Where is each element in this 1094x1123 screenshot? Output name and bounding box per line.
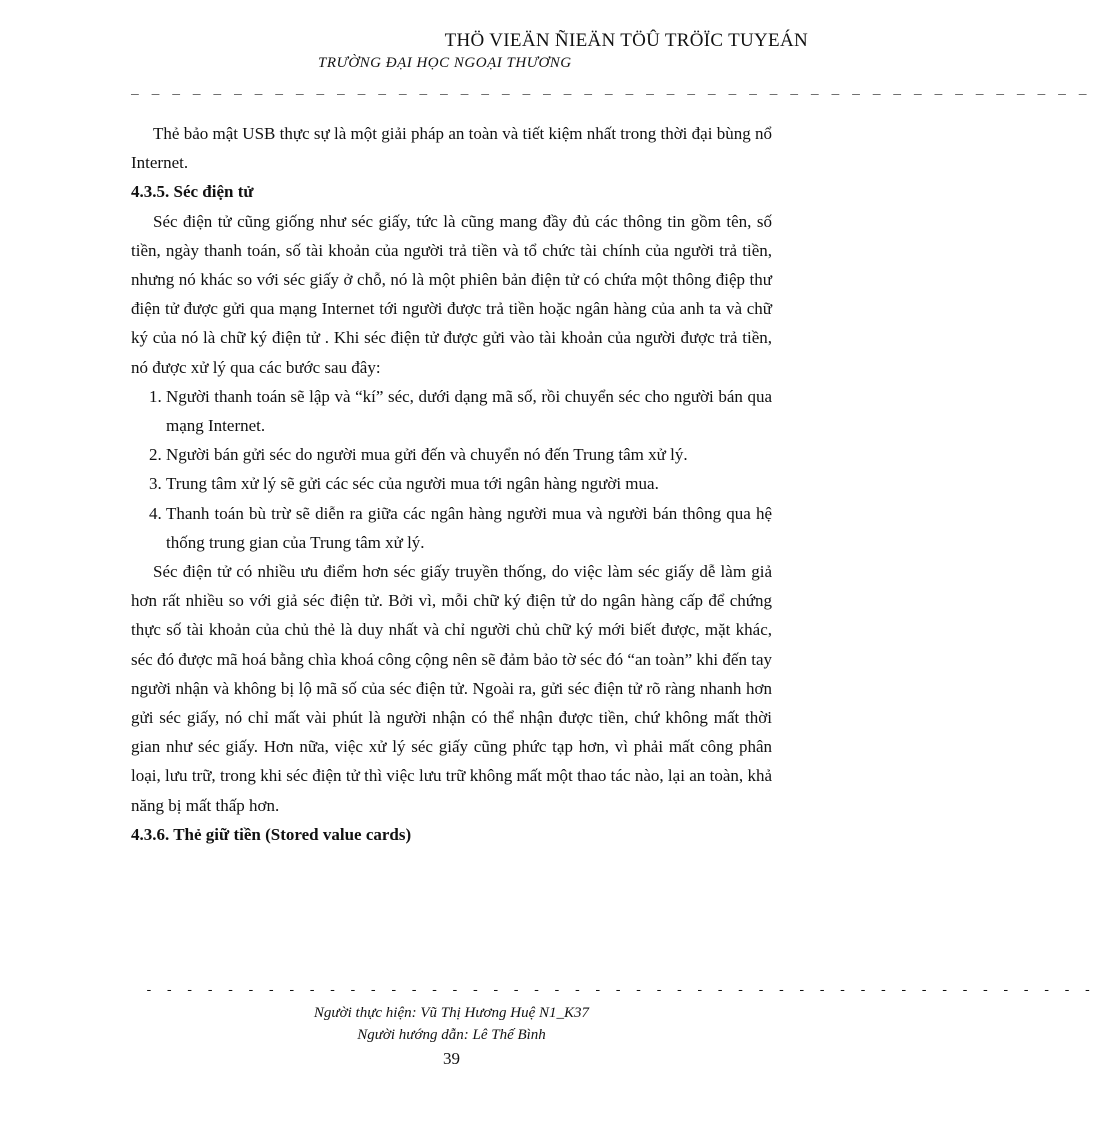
section-heading-4-3-5: 4.3.5. Séc điện tử bbox=[131, 182, 254, 202]
page-number: 39 bbox=[443, 1049, 460, 1068]
section-heading-4-3-6: 4.3.6. Thẻ giữ tiền (Stored value cards) bbox=[131, 824, 412, 844]
list-item: 3. Trung tâm xử lý sẽ gửi các séc của người mua tới ngân hàng người mua. bbox=[166, 469, 772, 498]
section-paragraph: Séc điện tử cũng giống như séc giấy, tức là cũng mang đầy đủ các thông tin gồm tên, số tiền, ngày thanh toán, số tài khoản của người trả tiền và tổ chức tài chính của người trả tiền, nhưng nó khác so với séc giấy ở chỗ, nó là một phiên bản điện tử có chứa một thông điệp thư điện tử được gửi qua mạng Internet tới người được trả tiền hoặc ngân hàng của anh ta và chữ ký của nó là chữ ký điện tử . Khi séc điện tử được gửi vào tài khoản của người được trả tiền, nó được xử lý qua các bước sau đây: bbox=[131, 211, 772, 377]
document-body bbox=[131, 119, 772, 849]
supervisor-line: Người hướng dẫn: Lê Thế Bình bbox=[357, 1027, 546, 1043]
advantages-paragraph: Séc điện tử có nhiều ưu điểm hơn séc giấy truyền thống, do việc làm séc giấy dễ làm giả hơn rất nhiều so với giả séc điện tử. Bởi vì, mỗi chữ ký điện tử do ngân hàng cấp để chứng thực số tài khoản của chủ thẻ là duy nhất và chỉ người chủ chữ ký mới biết được, mặt khác, séc đó được mã hoá bằng chìa khoá công cộng nên sẽ đảm bảo tờ séc đó “an toàn” khi đến tay người nhận và không bị lộ mã số của séc điện tử. Ngoài ra, gửi séc điện tử rõ ràng nhanh hơn gửi séc giấy, nó chỉ mất vài phút là người nhận có thể nhận được tiền, chứ không mất thời gian như séc giấy. Hơn nữa, việc xử lý séc giấy cũng phức tạp hơn, vì phải mất công phân loại, lưu trữ, trong khi séc điện tử thì việc lưu trữ không mất một thao tác nào, lại an toàn, khả năng bị mất thấp hơn. bbox=[131, 562, 772, 815]
list-item: 1. Người thanh toán sẽ lập và “kí” séc, dưới dạng mã số, rồi chuyển séc cho người bán qua mạng Internet. bbox=[166, 382, 772, 440]
list-item: 2. Người bán gửi séc do người mua gửi đến và chuyển nó đến Trung tâm xử lý. bbox=[166, 440, 772, 469]
footer-credits bbox=[131, 1002, 772, 1046]
library-header: THÖ VIEÄN ÑIEÄN TÖÛ TRÖÏC TUYEÁN bbox=[444, 30, 808, 51]
intro-paragraph: Thẻ bảo mật USB thực sự là một giải pháp an toàn và tiết kiệm nhất trong thời đại bùng nổ Internet. bbox=[131, 124, 772, 173]
steps-list bbox=[131, 382, 772, 557]
header-divider: _ _ _ _ _ _ _ _ _ _ _ _ _ _ _ _ _ _ _ _ _ _ _ _ _ _ _ _ _ _ _ _ _ _ _ _ _ _ _ _ _ _ _ _ _ _ _ bbox=[131, 82, 1090, 97]
author-line: Người thực hiện: Vũ Thị Hương Huệ N1_K37 bbox=[313, 1005, 590, 1021]
school-header: TRƯỜNG ĐẠI HỌC NGOẠI THƯƠNG bbox=[318, 55, 572, 71]
list-item: 4. Thanh toán bù trừ sẽ diễn ra giữa các ngân hàng người mua và người bán thông qua hệ thống trung gian của Trung tâm xử lý. bbox=[166, 499, 772, 557]
footer-divider: - - - - - - - - - - - - - - - - - - - - - - - - - - - - - - - - - - - - - - - - - - - - - - - bbox=[145, 983, 1094, 998]
